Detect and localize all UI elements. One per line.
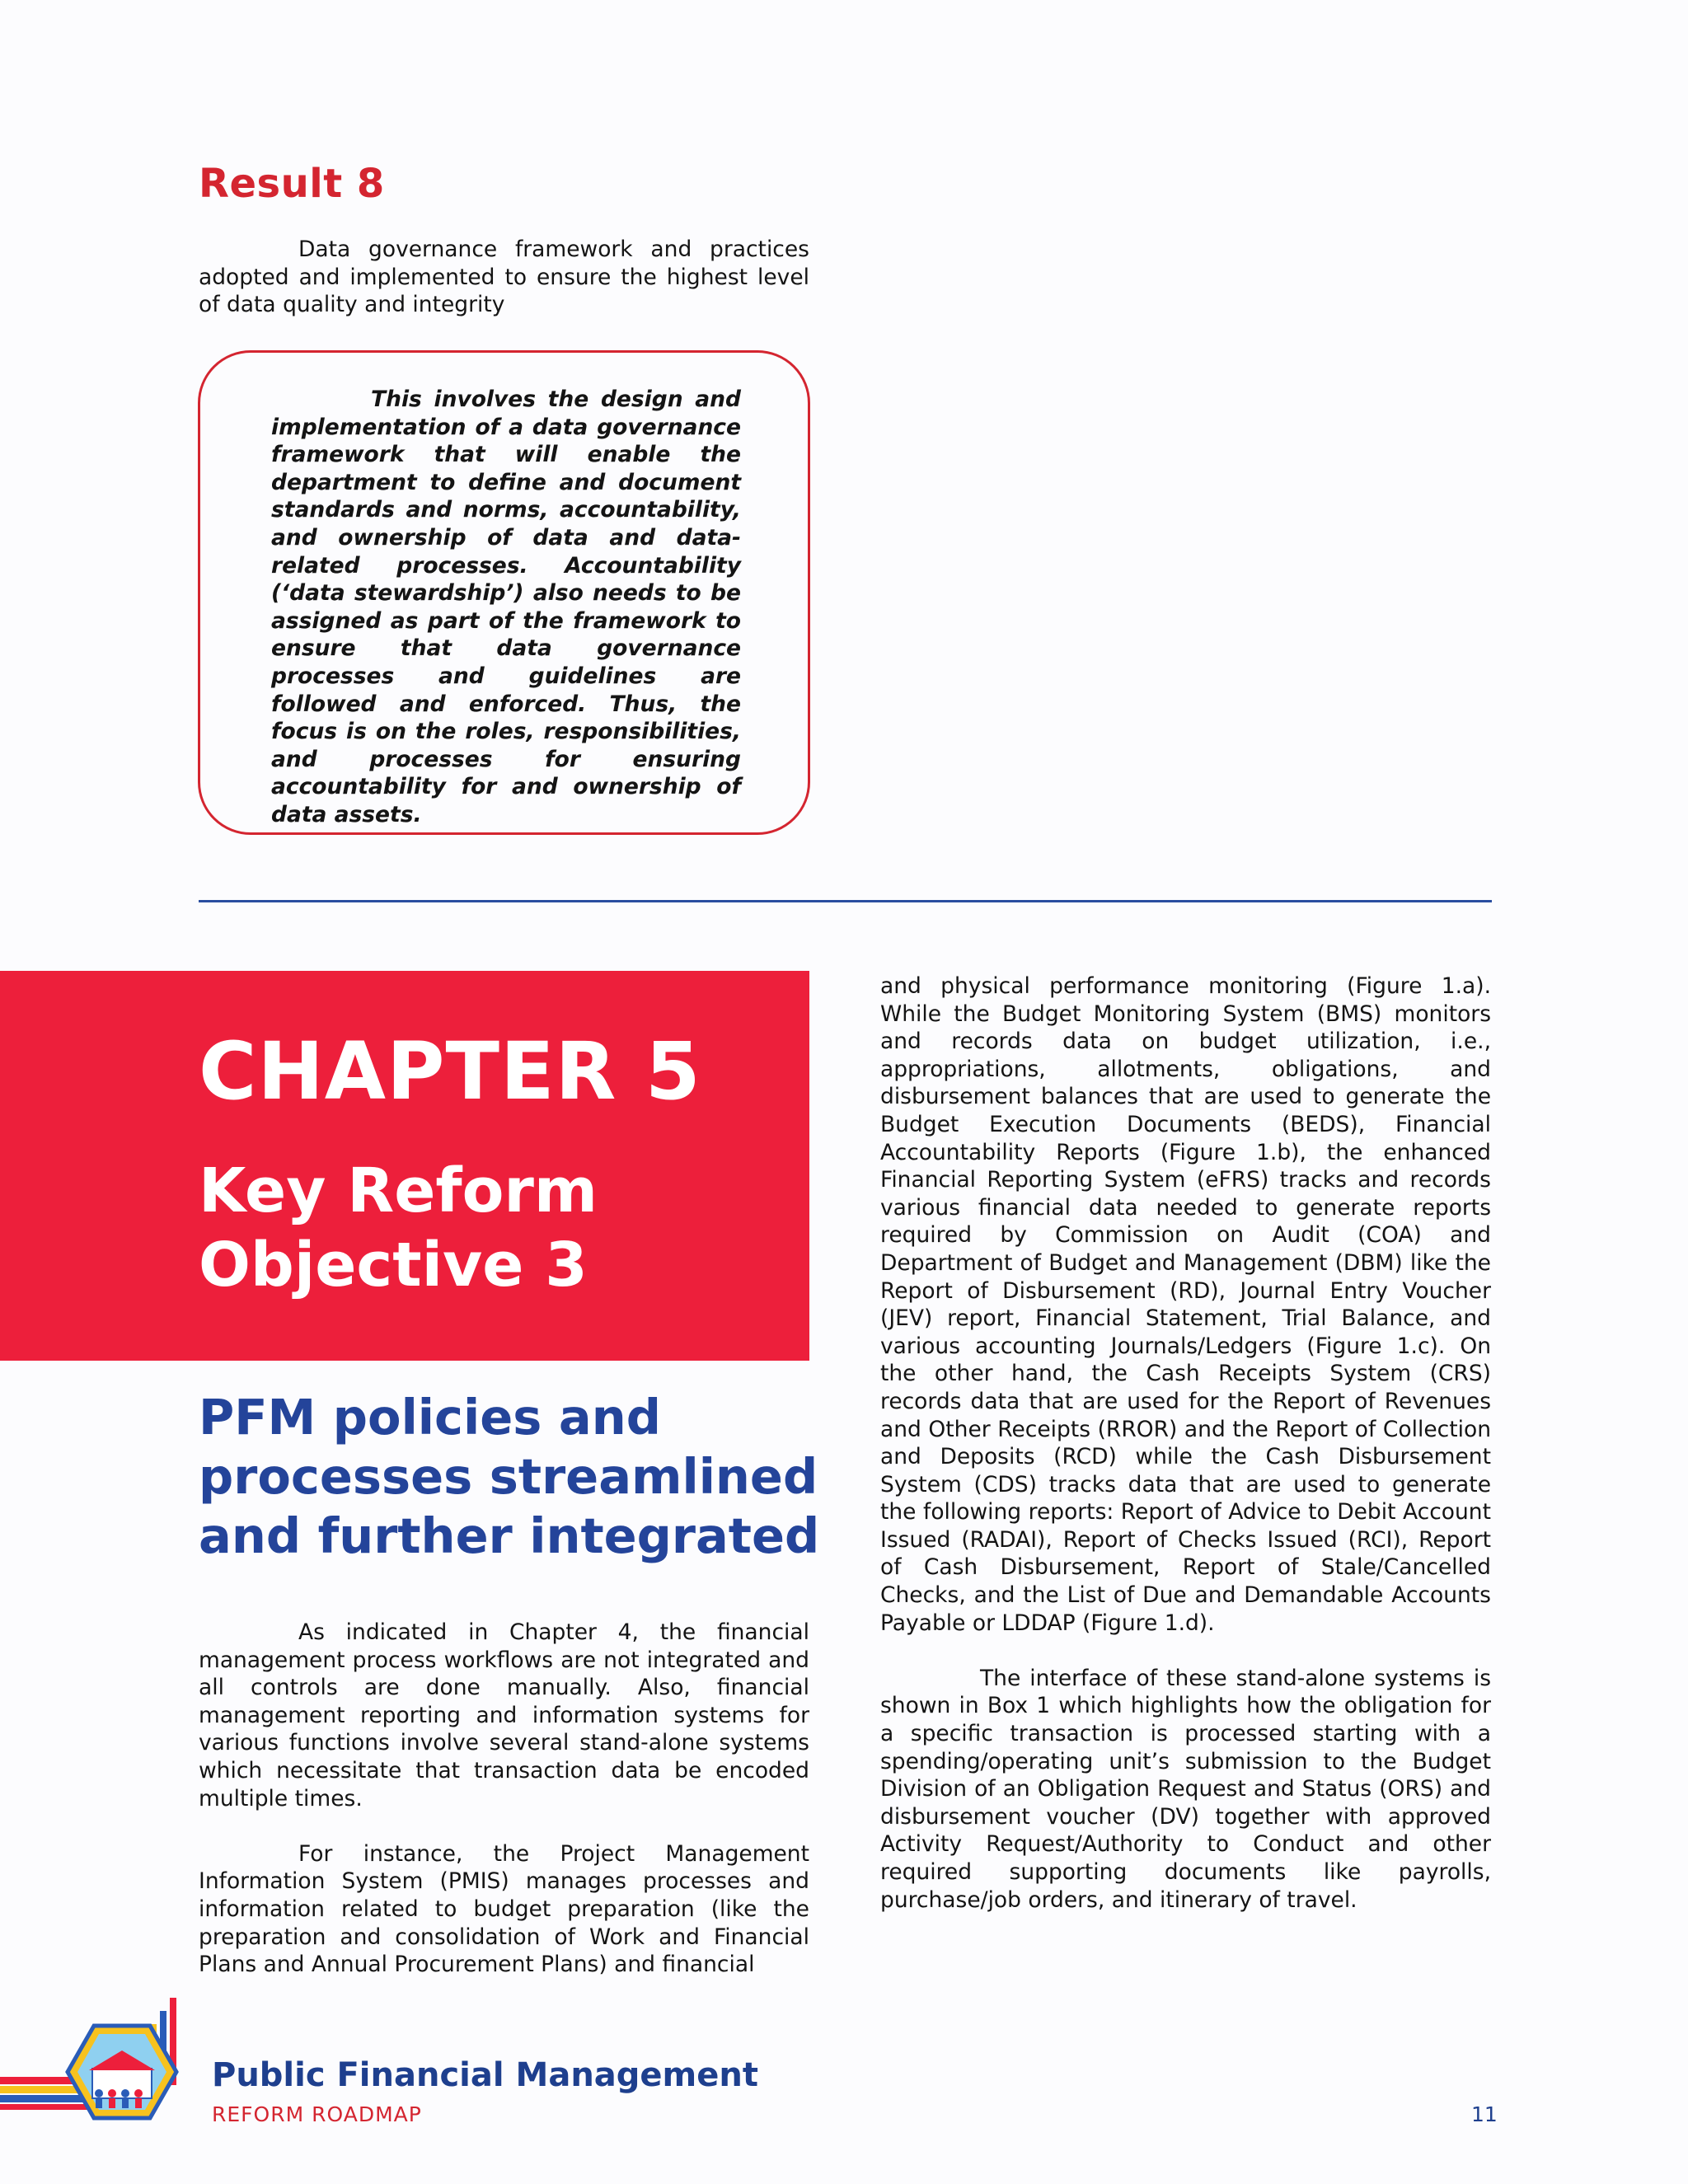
body-paragraph: and physical performance monitoring (Figure 1.a). While the Budget Monitoring System (BMS) monitors and records data on budget utilization, i.e., appropriations, allotments, obligations, and disbursement balances that are used to generate the Budget Execution Documents (BEDS), Financial Accountability Reports (Figure 1.b), the enhanced Financial Reporting System (eFRS) tracks and records various financial data needed to generate reports required by Commission on Audit (COA) and Department of Budget and Management (DBM) like the Report of Disbursement (RD), Journal Entry Voucher (JEV) report, Financial Statement, Trial Balance, and various accounting Journals/Ledgers (Figure 1.c). On the other hand, the Cash Receipts System (CRS) records data that are used for the Report of Revenues and Other Receipts (RROR) and the Report of Collection and Deposits (RCD) while the Cash Disbursement System (CDS) tracks data that are used to generate the following reports: Report of Advice to Debit Account Issued (RADAI), Report of Checks Issued (RCI), Report of Cash Disbursement, Report of Stale/Cancelled Checks, and the List of Due and Demandable Accounts Payable or LDDAP (Figure 1.d). (880, 973, 1491, 1636)
left-column (199, 1619, 809, 1979)
callout-box (198, 350, 810, 835)
footer-title: Public Financial Management (212, 2056, 758, 2094)
body-paragraph: The interface of these stand-alone systems is shown in Box 1 which highlights how the obligation for a specific transaction is processed starting with a spending/operating unit’s submission to the Budget Division of an Obligation Request and Status (ORS) and disbursement voucher (DV) together with approved Activity Request/Authority to Conduct and other required supporting documents like payrolls, purchase/job orders, and itinerary of travel. (880, 1665, 1491, 1913)
section-divider (199, 900, 1492, 902)
page-number: 11 (1471, 2102, 1498, 2126)
body-paragraph: For instance, the Project Management Information System (PMIS) manages processes and information related to budget preparation (like the preparation and consolidation of Work and Financial Plans and Annual Procurement Plans) and financial (199, 1840, 809, 1978)
result-description: Data governance framework and practices adopted and implemented to ensure the highest level of data quality and integrity (199, 237, 809, 318)
callout-text: This involves the design and implementation of a data governance framework that will enable the department to define and document standards and norms, accountability, and ownership of data and data-related processes. Accountability (‘data stewardship’) also needs to be assigned as part of the framework to ensure that data governance processes and guidelines are followed and enforced. Thus, the focus is on the roles, responsibilities, and processes for ensuring accountability for and ownership of data assets. (271, 387, 741, 827)
chapter-title: CHAPTER 5 (199, 1025, 701, 1118)
chapter-subtitle: Key Reform Objective 3 (199, 1155, 598, 1301)
chapter-banner (0, 971, 809, 1361)
school-house-emblem-icon (0, 1953, 190, 2135)
right-column (880, 972, 1491, 1914)
footer-subtitle: REFORM ROADMAP (212, 2102, 422, 2126)
result-heading: Result 8 (199, 161, 385, 207)
section-heading: PFM policies and processes streamlined and further integrated (199, 1389, 820, 1564)
body-paragraph: As indicated in Chapter 4, the financial management process workflows are not integrated and all controls are done manually. Also, financial management reporting and information systems for various functions involve several stand-alone systems which necessitate that transaction data be encoded multiple times. (199, 1619, 809, 1811)
